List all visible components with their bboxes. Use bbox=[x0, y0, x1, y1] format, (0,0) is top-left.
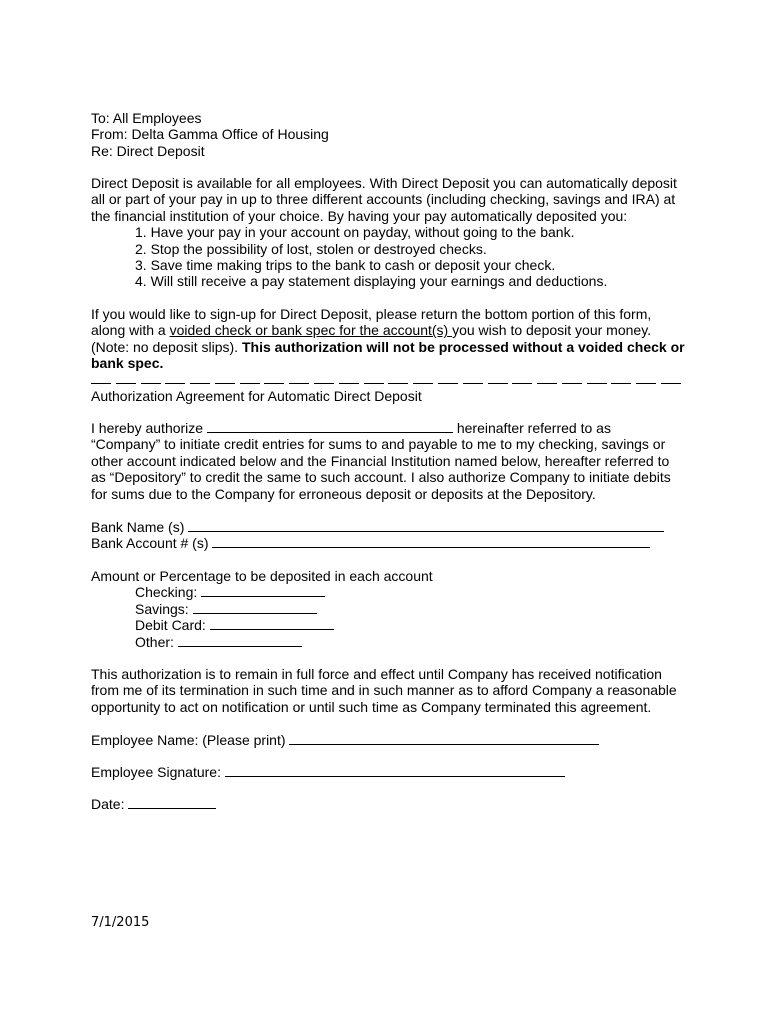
amount-heading: Amount or Percentage to be deposited in each account bbox=[91, 568, 433, 584]
authorization-text: hereinafter referred to as bbox=[452, 420, 611, 436]
debit-card-field[interactable] bbox=[210, 617, 334, 630]
savings-row bbox=[91, 601, 433, 617]
authorization-line: for sums due to the Company for erroneous deposit or deposits at the Depository. bbox=[91, 485, 596, 502]
intro-line: all or part of your pay in up to three different accounts (including checking, savings and IRA) at bbox=[91, 191, 676, 208]
bank-account-row bbox=[91, 535, 664, 551]
authorization-line bbox=[91, 420, 671, 436]
list-item: 2. Stop the possibility of lost, stolen or destroyed checks. bbox=[135, 240, 487, 257]
checking-field[interactable] bbox=[201, 584, 325, 597]
authorization-paragraph bbox=[91, 420, 671, 502]
bank-name-label: Bank Name (s) bbox=[91, 519, 189, 535]
employee-name-label: Employee Name: (Please print) bbox=[91, 732, 290, 748]
bank-account-field[interactable] bbox=[212, 535, 650, 548]
list-item: 1. Have your pay in your account on payday, without going to the bank. bbox=[135, 224, 575, 241]
signup-line bbox=[91, 355, 685, 371]
force-line: from me of its termination in such time and in such manner as to afford Company a reasonable bbox=[91, 682, 677, 699]
employee-signature-row bbox=[91, 764, 565, 780]
footer-date: 7/1/2015 bbox=[91, 915, 150, 930]
debit-card-label: Debit Card: bbox=[135, 617, 210, 634]
other-row bbox=[91, 634, 433, 650]
checking-row bbox=[91, 584, 433, 600]
debit-card-row bbox=[91, 617, 433, 633]
date-field[interactable] bbox=[128, 796, 216, 809]
memo-header bbox=[91, 110, 329, 159]
intro-line: the financial institution of your choice. By having your pay automatically deposited you: bbox=[91, 207, 628, 224]
memo-from: From: Delta Gamma Office of Housing bbox=[91, 126, 329, 143]
force-paragraph bbox=[91, 666, 677, 715]
other-field[interactable] bbox=[178, 634, 302, 647]
signup-note: (Note: no deposit slips). bbox=[91, 338, 242, 355]
intro-paragraph bbox=[91, 175, 677, 290]
tear-off-divider bbox=[91, 374, 681, 384]
savings-label: Savings: bbox=[135, 600, 193, 617]
company-name-field[interactable] bbox=[207, 420, 453, 433]
signup-paragraph bbox=[91, 306, 685, 372]
force-line: This authorization is to remain in full force and effect until Company has received notification bbox=[91, 666, 662, 682]
agreement-title: Authorization Agreement for Automatic Direct Deposit bbox=[91, 388, 422, 404]
signup-line bbox=[91, 322, 685, 338]
signup-text: along with a bbox=[91, 322, 170, 339]
intro-line: Direct Deposit is available for all employees. With Direct Deposit you can automatically deposit bbox=[91, 175, 677, 191]
authorization-line: as “Depository” to credit the same to such account. I also authorize Company to initiate debits bbox=[91, 469, 671, 486]
bank-account-label: Bank Account # (s) bbox=[91, 535, 213, 552]
list-item: 4. Will still receive a pay statement displaying your earnings and deductions. bbox=[135, 273, 608, 290]
employee-signature-field[interactable] bbox=[225, 764, 565, 777]
authorization-line: “Company” to initiate credit entries for sums to and payable to me to my checking, savings or bbox=[91, 436, 666, 453]
savings-field[interactable] bbox=[193, 601, 317, 614]
bank-name-field[interactable] bbox=[188, 519, 664, 532]
signup-text: you wish to deposit your money. bbox=[452, 322, 652, 339]
signup-line bbox=[91, 339, 685, 355]
authorization-warning: This authorization will not be processed without a voided check or bbox=[241, 338, 685, 355]
employee-name-field[interactable] bbox=[289, 732, 599, 745]
benefits-list bbox=[91, 224, 677, 290]
signup-line: If you would like to sign-up for Direct Deposit, please return the bottom portion of this form, bbox=[91, 306, 652, 322]
other-label: Other: bbox=[135, 633, 178, 650]
amount-section bbox=[91, 568, 433, 650]
authorization-text: I hereby authorize bbox=[91, 420, 207, 436]
bank-fields bbox=[91, 519, 664, 552]
date-row bbox=[91, 796, 216, 812]
employee-signature-label: Employee Signature: bbox=[91, 764, 225, 780]
force-line: opportunity to act on notification or until such time as Company terminated this agreement. bbox=[91, 698, 652, 715]
list-item: 3. Save time making trips to the bank to cash or deposit your check. bbox=[135, 256, 556, 273]
employee-name-row bbox=[91, 732, 599, 748]
voided-check-requirement: voided check or bank spec for the account(s) bbox=[169, 322, 453, 339]
memo-subject: Re: Direct Deposit bbox=[91, 142, 205, 159]
checking-label: Checking: bbox=[135, 584, 202, 601]
date-label: Date: bbox=[91, 796, 129, 812]
memo-to: To: All Employees bbox=[91, 110, 202, 126]
authorization-line: other account indicated below and the Financial Institution named below, hereafter referred to bbox=[91, 452, 670, 469]
bank-name-row bbox=[91, 519, 664, 535]
authorization-warning: bank spec. bbox=[91, 355, 164, 372]
